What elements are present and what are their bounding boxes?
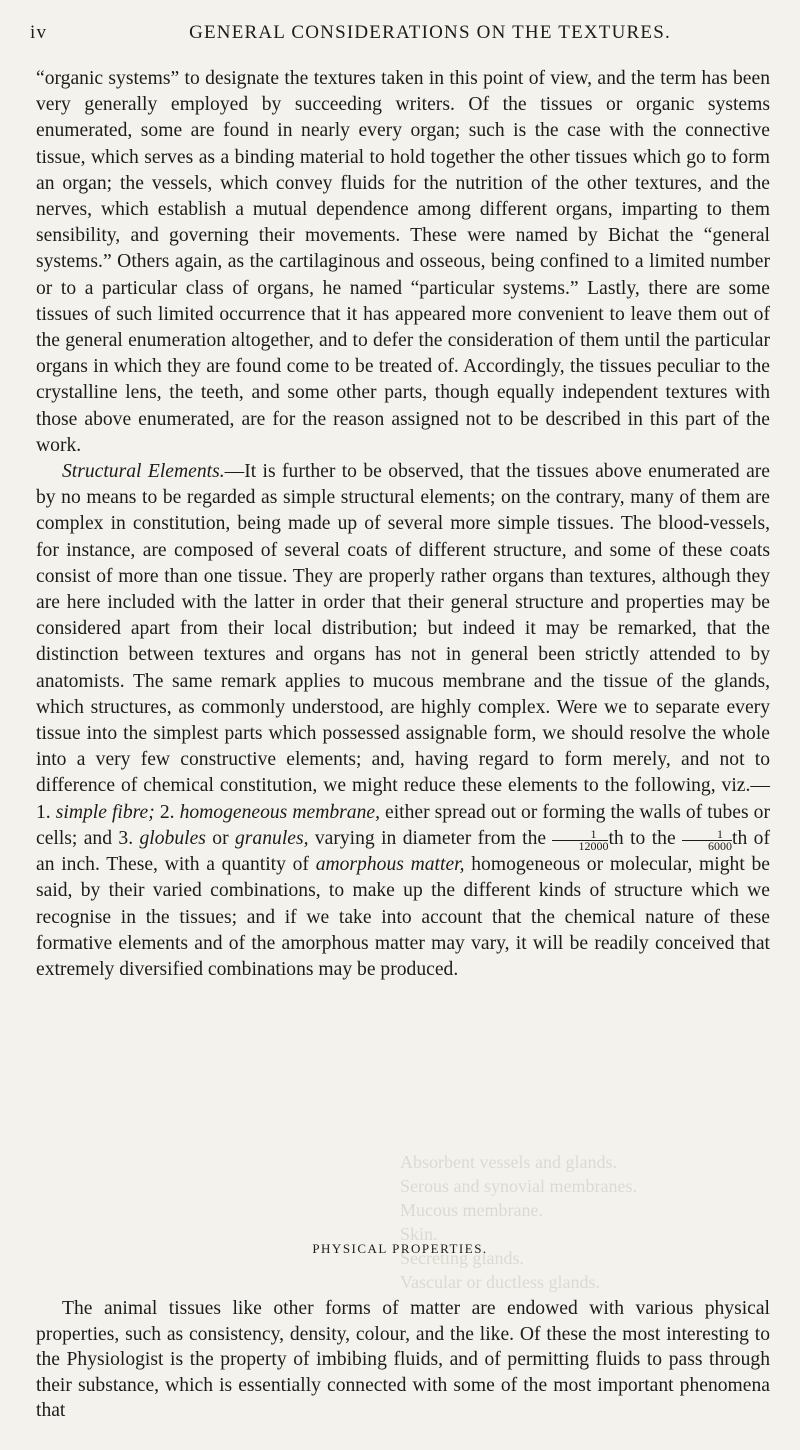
main-text	[36, 66, 770, 983]
section-title-physical-properties: PHYSICAL PROPERTIES.	[312, 1241, 488, 1256]
section-heading-structural-elements: Structural Elements.	[62, 461, 225, 483]
term-granules: granules,	[235, 827, 309, 849]
fraction-1-6000: $\frac{1}{6000}$	[682, 829, 732, 852]
paragraph-structural-elements: Structural Elements.—It is further to be observed, that the tissues above enumerated are by no means to be regarded as simple structural elements; on the contrary, many of them are complex in constitution, being made up of several more simple tissues. The blood-vessels, for instance, are composed of several coats of different structure, and some of these coats consist of more than one tissue. They are properly rather organs than textures, although they are here included with the latter in order that their general structure and properties may be considered apart from their local distribution; but indeed it may be remarked, that the distinction between textures and organs has not in general been strictly attended to by anatomists. The same remark applies to mucous membrane and the tissue of the glands, which structures, as commonly understood, are highly complex. Were we to separate every tissue into the simplest parts which possessed assignable form, we should resolve the whole into a very few constructive elements; and, having regard to form merely, and not to difference of chemical constitution, we might reduce these elements to the following, viz.—1. simple fibre; 2. homogeneous membrane, either spread out or forming the walls of tubes or cells; and 3. globules or granules, varying in diameter from the $\frac{1}{12000}$ th to the $\frac{1}{6000}$ th of an inch. These, with a quantity of amorphous matter, homogeneous or molecular, might be said, by their varied combinations, to make up the different kinds of structure which we recognise in the tissues; and if we take into account that the chemical nature of these formative elements and of the amorphous matter may vary, it will be readily conceived that extremely diversified combinations may be produced.	[36, 461, 771, 980]
bleed-line: Skin.	[400, 1224, 438, 1244]
bleed-line: Serous and synovial membranes.	[400, 1176, 637, 1196]
term-globules: globules	[139, 827, 206, 849]
bleed-line: Mucous membrane.	[400, 1200, 543, 1220]
term-amorphous-matter: amorphous matter,	[315, 854, 465, 876]
paragraph-organic-systems: “organic systems” to designate the textures taken in this point of view, and the term has been very generally employed by succeeding writers. Of the tissues or organic systems enumerated, some are found in nearly every organ; such is the case with the connective tissue, which serves as a binding material to hold together the other tissues which go to form an organ; the vessels, which convey fluids for the nutrition of the other textures, and the nerves, which establish a mutual dependence among different organs, imparting to them sensibility, and governing their movements. These were named by Bichat the “general systems.” Others again, as the cartilaginous and osseous, being confined to a limited number or to a particular class of organs, he named “particular systems.” Lastly, there are some tissues of such limited occurrence that it has appeared more convenient to leave them out of the general enumeration altogether, and to defer the consideration of them until the particular organs in which they are found come to be treated of. Accordingly, the tissues peculiar to the crystalline lens, the teeth, and some other parts, though equally independent textures with those above enumerated, are for the reason assigned not to be described in this part of the work.	[36, 68, 770, 456]
bleed-line: Vascular or ductless glands.	[400, 1272, 600, 1292]
page-header	[30, 22, 770, 48]
running-title: GENERAL CONSIDERATIONS ON THE TEXTURES.	[189, 22, 671, 43]
page-number: iv	[30, 22, 48, 43]
physical-properties-text	[36, 1296, 770, 1424]
bleed-line: Absorbent vessels and glands.	[400, 1152, 617, 1172]
bleed-line: Secreting glands.	[400, 1248, 524, 1268]
term-simple-fibre: simple fibre;	[55, 801, 155, 823]
term-homogeneous-membrane: homogeneous membrane,	[179, 801, 380, 823]
fraction-1-12000: $\frac{1}{12000}$	[552, 829, 608, 852]
paragraph-physical-properties: The animal tissues like other forms of matter are endowed with various physical properties, such as consistency, density, colour, and the like. Of these the most interesting to the Physiologist is the property of imbibing fluids, and of permitting fluids to pass through their substance, which is essentially connected with some of the most important phenomena that	[36, 1298, 770, 1421]
bleed-through-text	[400, 1150, 780, 1294]
